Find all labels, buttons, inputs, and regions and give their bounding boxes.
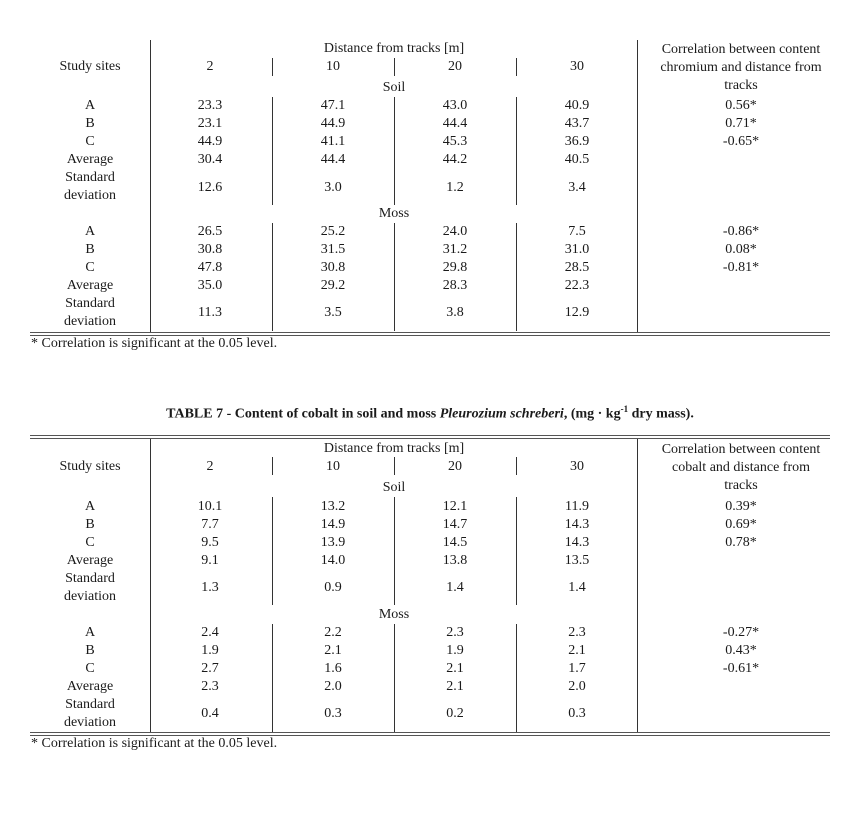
header-distance-20: 20 <box>448 459 462 474</box>
site-cell: A <box>84 224 96 239</box>
value-cell: 40.5 <box>564 152 590 167</box>
value-cell: 13.5 <box>564 553 590 568</box>
site-cell: Average <box>66 152 114 167</box>
column-divider <box>272 497 273 605</box>
value-cell: 13.9 <box>320 535 346 550</box>
value-cell: 47.1 <box>320 98 346 113</box>
value-cell: 25.2 <box>320 224 346 239</box>
site-cell: Average <box>66 553 114 568</box>
header-study-sites: Study sites <box>59 459 121 474</box>
value-cell: 44.4 <box>442 116 468 131</box>
value-cell: 29.2 <box>320 278 346 293</box>
column-divider <box>394 223 395 331</box>
value-cell: 29.8 <box>442 260 468 275</box>
column-divider <box>150 40 151 332</box>
value-cell: 0.4 <box>201 706 219 721</box>
correlation-cell: -0.65* <box>722 134 760 149</box>
value-cell: 30.8 <box>320 260 346 275</box>
correlation-cell: 0.69* <box>725 517 757 532</box>
value-cell: 44.4 <box>320 152 346 167</box>
sd-label-line1: Standard <box>65 170 115 185</box>
value-cell: 3.8 <box>446 305 464 320</box>
correlation-cell: 0.56* <box>725 98 757 113</box>
header-distance-10: 10 <box>326 59 340 74</box>
value-cell: 41.1 <box>320 134 346 149</box>
value-cell: 14.0 <box>320 553 346 568</box>
column-divider <box>516 97 517 205</box>
value-cell: 2.3 <box>201 679 219 694</box>
value-cell: 9.5 <box>201 535 219 550</box>
header-correlation-line1: Correlation between content <box>661 42 821 57</box>
value-cell: 7.5 <box>568 224 586 239</box>
value-cell: 45.3 <box>442 134 468 149</box>
site-cell: B <box>85 242 95 257</box>
value-cell: 12.9 <box>564 305 590 320</box>
value-cell: 30.8 <box>197 242 223 257</box>
value-cell: 28.3 <box>442 278 468 293</box>
value-cell: 26.5 <box>197 224 223 239</box>
title-prefix: TABLE 7 - Content of cobalt in soil and moss <box>166 406 440 422</box>
value-cell: 35.0 <box>197 278 223 293</box>
column-divider <box>516 624 517 732</box>
value-cell: 2.1 <box>324 643 342 658</box>
value-cell: 1.3 <box>201 580 219 595</box>
correlation-cell: 0.08* <box>725 242 757 257</box>
header-distance-30: 30 <box>570 459 584 474</box>
correlation-cell: -0.86* <box>722 224 760 239</box>
value-cell: 23.1 <box>197 116 223 131</box>
value-cell: 1.9 <box>446 643 464 658</box>
value-cell: 7.7 <box>201 517 219 532</box>
value-cell: 2.3 <box>568 625 586 640</box>
header-distance: Distance from tracks [m] <box>323 41 465 56</box>
value-cell: 2.3 <box>446 625 464 640</box>
value-cell: 0.9 <box>324 580 342 595</box>
value-cell: 14.5 <box>442 535 468 550</box>
value-cell: 2.1 <box>446 679 464 694</box>
site-cell: A <box>84 499 96 514</box>
value-cell: 3.0 <box>324 180 342 195</box>
value-cell: 9.1 <box>201 553 219 568</box>
column-divider <box>516 457 517 475</box>
column-divider <box>272 223 273 331</box>
header-distance-2: 2 <box>206 59 214 74</box>
site-cell: B <box>85 517 95 532</box>
correlation-cell: 0.43* <box>725 643 757 658</box>
column-divider <box>272 97 273 205</box>
value-cell: 23.3 <box>197 98 223 113</box>
value-cell: 36.9 <box>564 134 590 149</box>
table-bottom-rule <box>30 332 830 333</box>
site-cell: Average <box>66 679 114 694</box>
column-divider <box>272 624 273 732</box>
header-correlation-line3: tracks <box>724 478 758 493</box>
value-cell: 1.4 <box>446 580 464 595</box>
value-cell: 2.0 <box>568 679 586 694</box>
value-cell: 0.3 <box>568 706 586 721</box>
value-cell: 14.9 <box>320 517 346 532</box>
value-cell: 2.4 <box>201 625 219 640</box>
header-distance-2: 2 <box>206 459 214 474</box>
title-species: Pleurozium schreberi <box>439 406 564 422</box>
value-cell: 44.2 <box>442 152 468 167</box>
value-cell: 3.5 <box>324 305 342 320</box>
value-cell: 0.2 <box>446 706 464 721</box>
value-cell: 2.1 <box>446 661 464 676</box>
value-cell: 2.7 <box>201 661 219 676</box>
value-cell: 1.4 <box>568 580 586 595</box>
sd-label-line2: deviation <box>63 589 117 604</box>
column-divider <box>394 58 395 76</box>
header-distance-10: 10 <box>326 459 340 474</box>
value-cell: 3.4 <box>568 180 586 195</box>
header-correlation-line3: tracks <box>724 78 758 93</box>
header-distance-30: 30 <box>570 59 584 74</box>
site-cell: Average <box>66 278 114 293</box>
title-sup: -1 <box>620 404 629 414</box>
site-cell: C <box>85 134 95 149</box>
column-divider <box>394 97 395 205</box>
value-cell: 14.7 <box>442 517 468 532</box>
site-cell: C <box>85 535 95 550</box>
sd-label-line2: deviation <box>63 314 117 329</box>
correlation-cell: 0.78* <box>725 535 757 550</box>
column-divider <box>272 58 273 76</box>
value-cell: 44.9 <box>197 134 223 149</box>
value-cell: 22.3 <box>564 278 590 293</box>
header-distance: Distance from tracks [m] <box>323 441 465 456</box>
section-moss-label: Moss <box>378 607 410 622</box>
section-soil-label: Soil <box>382 480 406 495</box>
value-cell: 28.5 <box>564 260 590 275</box>
value-cell: 13.8 <box>442 553 468 568</box>
value-cell: 31.5 <box>320 242 346 257</box>
value-cell: 0.3 <box>324 706 342 721</box>
sd-label-line2: deviation <box>63 188 117 203</box>
sd-label-line2: deviation <box>63 715 117 730</box>
value-cell: 31.0 <box>564 242 590 257</box>
site-cell: C <box>85 260 95 275</box>
value-cell: 40.9 <box>564 98 590 113</box>
column-divider <box>516 497 517 605</box>
site-cell: B <box>85 116 95 131</box>
value-cell: 1.6 <box>324 661 342 676</box>
value-cell: 11.9 <box>565 499 589 514</box>
correlation-cell: 0.39* <box>725 499 757 514</box>
column-divider <box>637 439 638 732</box>
column-divider <box>394 457 395 475</box>
value-cell: 14.3 <box>564 517 590 532</box>
value-cell: 1.2 <box>446 180 464 195</box>
value-cell: 44.9 <box>320 116 346 131</box>
site-cell: C <box>85 661 95 676</box>
footnote: * Correlation is significant at the 0.05 level. <box>31 336 278 351</box>
value-cell: 47.8 <box>197 260 223 275</box>
correlation-cell: 0.71* <box>725 116 757 131</box>
sd-label-line1: Standard <box>65 571 115 586</box>
header-distance-20: 20 <box>448 59 462 74</box>
value-cell: 30.4 <box>197 152 223 167</box>
column-divider <box>394 624 395 732</box>
site-cell: A <box>84 625 96 640</box>
value-cell: 43.7 <box>564 116 590 131</box>
correlation-cell: -0.81* <box>722 260 760 275</box>
table-bottom-rule <box>30 732 830 733</box>
value-cell: 2.1 <box>568 643 586 658</box>
value-cell: 1.7 <box>568 661 586 676</box>
footnote: * Correlation is significant at the 0.05 level. <box>31 736 278 751</box>
table-top-rule <box>30 435 830 436</box>
column-divider <box>637 40 638 332</box>
site-cell: A <box>84 98 96 113</box>
value-cell: 24.0 <box>442 224 468 239</box>
column-divider <box>150 439 151 732</box>
site-cell: B <box>85 643 95 658</box>
title-suffix: dry mass). <box>628 406 694 422</box>
value-cell: 14.3 <box>564 535 590 550</box>
correlation-cell: -0.27* <box>722 625 760 640</box>
header-study-sites: Study sites <box>59 59 121 74</box>
section-moss-label: Moss <box>378 206 410 221</box>
sd-label-line1: Standard <box>65 697 115 712</box>
value-cell: 43.0 <box>442 98 468 113</box>
column-divider <box>272 457 273 475</box>
value-cell: 2.0 <box>324 679 342 694</box>
value-cell: 11.3 <box>198 305 222 320</box>
header-correlation-line1: Correlation between content <box>661 442 821 457</box>
header-correlation-line2: cobalt and distance from <box>671 460 811 475</box>
correlation-cell: -0.61* <box>722 661 760 676</box>
column-divider <box>516 58 517 76</box>
value-cell: 1.9 <box>201 643 219 658</box>
column-divider <box>394 497 395 605</box>
section-soil-label: Soil <box>382 80 406 95</box>
value-cell: 10.1 <box>197 499 223 514</box>
value-cell: 12.1 <box>442 499 468 514</box>
sd-label-line1: Standard <box>65 296 115 311</box>
header-correlation-line2: chromium and distance from <box>660 60 822 75</box>
value-cell: 13.2 <box>320 499 346 514</box>
value-cell: 31.2 <box>442 242 468 257</box>
table-title <box>0 404 860 423</box>
column-divider <box>516 223 517 331</box>
value-cell: 2.2 <box>324 625 342 640</box>
value-cell: 12.6 <box>197 180 223 195</box>
title-mid: , (mg · kg <box>563 406 621 422</box>
